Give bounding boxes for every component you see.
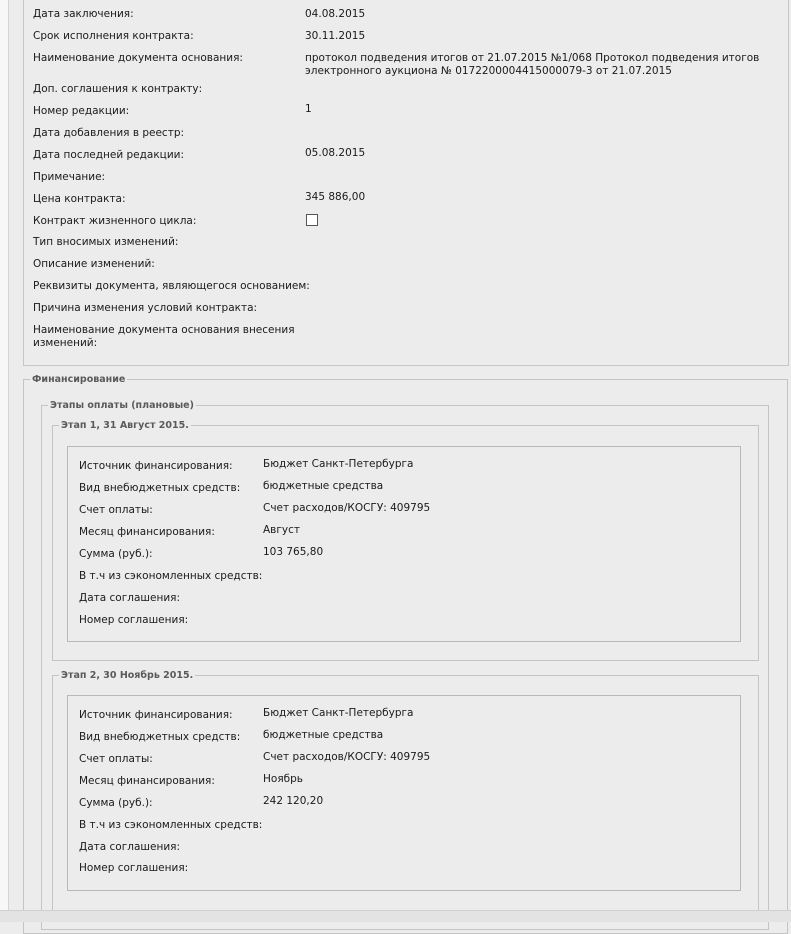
- stage-2-value-month: Ноябрь: [263, 773, 303, 785]
- stage-1-value-payment-account: Счет расходов/КОСГУ: 409795: [263, 502, 431, 514]
- label-conclusion-date: Дата заключения:: [33, 8, 134, 20]
- label-change-reason: Причина изменения условий контракта:: [33, 302, 258, 314]
- stage-2-label-offbudget-type: Вид внебюджетных средств:: [79, 731, 241, 743]
- stage-1-label-agreement-date: Дата соглашения:: [79, 592, 180, 604]
- stage-1-legend: Этап 1, 31 Август 2015.: [61, 420, 189, 431]
- stage-2-value-offbudget-type: бюджетные средства: [263, 729, 384, 741]
- stage-1-label-agreement-number: Номер соглашения:: [79, 614, 189, 626]
- label-change-basis-document-line2: изменений:: [33, 337, 98, 349]
- stage-1-label-saved-funds: В т.ч из сэкономленных средств:: [79, 570, 263, 582]
- stage-2-label-agreement-date: Дата соглашения:: [79, 841, 180, 853]
- label-basis-document: Наименование документа основания:: [33, 52, 243, 64]
- label-execution-term: Срок исполнения контракта:: [33, 30, 194, 42]
- value-revision-number: 1: [305, 103, 312, 115]
- stage-1-label-payment-account: Счет оплаты:: [79, 504, 153, 516]
- label-change-description: Описание изменений:: [33, 258, 155, 270]
- label-basis-document-details: Реквизиты документа, являющегося основанием:: [33, 280, 310, 292]
- label-change-type: Тип вносимых изменений:: [33, 236, 179, 248]
- value-conclusion-date: 04.08.2015: [305, 8, 366, 20]
- label-revision-number: Номер редакции:: [33, 105, 130, 117]
- stage-1-value-month: Август: [263, 524, 300, 536]
- stage-2-label-agreement-number: Номер соглашения:: [79, 862, 189, 874]
- value-basis-document-line2: электронного аукциона № 0172200004415000079-3 от 21.07.2015: [305, 65, 672, 77]
- left-border: [0, 0, 9, 921]
- value-execution-term: 30.11.2015: [305, 30, 366, 42]
- stage-2-label-payment-account: Счет оплаты:: [79, 753, 153, 765]
- stage-1-value-source: Бюджет Санкт-Петербурга: [263, 458, 414, 470]
- stage-2-label-month: Месяц финансирования:: [79, 775, 215, 787]
- horizontal-scrollbar[interactable]: [0, 910, 791, 922]
- stage-2-label-source: Источник финансирования:: [79, 709, 233, 721]
- label-registry-added-date: Дата добавления в реестр:: [33, 127, 185, 139]
- stage-1-label-source: Источник финансирования:: [79, 460, 233, 472]
- value-last-revision-date: 05.08.2015: [305, 147, 366, 159]
- stage-2-value-source: Бюджет Санкт-Петербурга: [263, 707, 414, 719]
- stage-1-label-offbudget-type: Вид внебюджетных средств:: [79, 482, 241, 494]
- stage-1-label-amount: Сумма (руб.):: [79, 548, 153, 560]
- lifecycle-contract-checkbox[interactable]: [306, 214, 318, 226]
- stage-2-value-amount: 242 120,20: [263, 795, 324, 807]
- label-lifecycle-contract: Контракт жизненного цикла:: [33, 215, 197, 227]
- label-change-basis-document-line1: Наименование документа основания внесения: [33, 324, 295, 336]
- stage-1-value-offbudget-type: бюджетные средства: [263, 480, 384, 492]
- stage-2-label-saved-funds: В т.ч из сэкономленных средств:: [79, 819, 263, 831]
- value-contract-price: 345 886,00: [305, 191, 366, 203]
- label-additional-agreements: Доп. соглашения к контракту:: [33, 83, 203, 95]
- stage-2-legend: Этап 2, 30 Ноябрь 2015.: [61, 670, 194, 681]
- stage-1-label-month: Месяц финансирования:: [79, 526, 215, 538]
- label-contract-price: Цена контракта:: [33, 193, 126, 205]
- stage-2-value-payment-account: Счет расходов/КОСГУ: 409795: [263, 751, 431, 763]
- stage-1-details-box: [67, 446, 741, 642]
- value-basis-document-line1: протокол подведения итогов от 21.07.2015 №1/068 Протокол подведения итогов: [305, 52, 760, 64]
- stage-2-label-amount: Сумма (руб.):: [79, 797, 153, 809]
- stage-1-value-amount: 103 765,80: [263, 546, 324, 558]
- label-note: Примечание:: [33, 171, 106, 183]
- label-last-revision-date: Дата последней редакции:: [33, 149, 184, 161]
- payment-stages-legend: Этапы оплаты (плановые): [50, 400, 194, 411]
- financing-legend: Финансирование: [32, 374, 126, 385]
